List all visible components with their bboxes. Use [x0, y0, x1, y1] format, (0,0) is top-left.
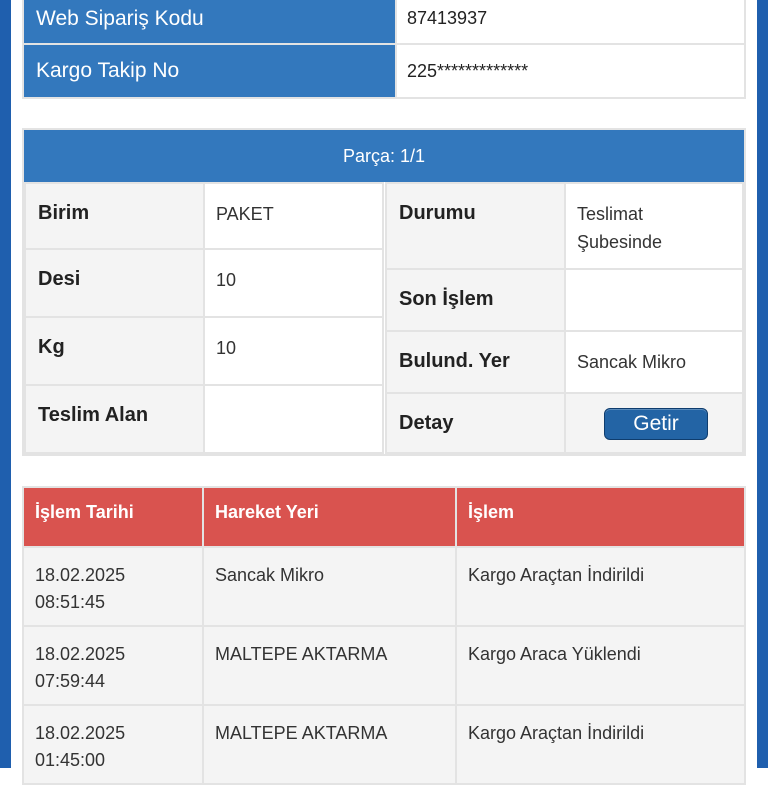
table-row	[23, 626, 745, 705]
birim-value: PAKET	[203, 182, 384, 250]
bulund-yer-label: Bulund. Yer	[385, 330, 566, 394]
son-islem-label: Son İşlem	[385, 268, 566, 332]
kg-value: 10	[203, 316, 384, 386]
bulund-yer-value: Sancak Mikro	[564, 330, 744, 394]
teslim-alan-label: Teslim Alan	[24, 384, 205, 454]
row-date-time	[23, 547, 203, 626]
kg-label: Kg	[24, 316, 205, 386]
order-code-value: 87413937	[396, 0, 745, 44]
birim-label: Birim	[24, 182, 205, 250]
table-row	[23, 547, 745, 626]
tracking-no-value: 225*************	[396, 44, 745, 98]
row-place: Sancak Mikro	[203, 547, 456, 626]
row-date-time	[23, 705, 203, 784]
detay-value-cell	[564, 392, 744, 454]
order-code-label: Web Sipariş Kodu	[23, 0, 396, 44]
shipment-info-table	[22, 0, 746, 99]
durumu-value: Teslimat Şubesinde	[564, 182, 744, 270]
frame-left-border	[0, 0, 11, 768]
detay-label: Detay	[385, 392, 566, 454]
row-place: MALTEPE AKTARMA	[203, 705, 456, 784]
table-row	[23, 705, 745, 784]
teslim-alan-value	[203, 384, 384, 454]
row-time: 08:51:45	[35, 592, 106, 612]
row-date: 18.02.2025	[35, 644, 126, 664]
movements-header-row	[23, 487, 745, 547]
row-action: Kargo Araçtan İndirildi	[456, 547, 745, 626]
header-hareket-yeri: Hareket Yeri	[203, 487, 456, 547]
info-row-order-code	[23, 0, 745, 44]
desi-label: Desi	[24, 248, 205, 318]
header-islem: İşlem	[456, 487, 745, 547]
row-place: MALTEPE AKTARMA	[203, 626, 456, 705]
movements-table	[22, 486, 746, 785]
info-row-tracking-no	[23, 44, 745, 98]
parcel-title: Parça: 1/1	[24, 130, 744, 182]
row-time: 07:59:44	[35, 671, 106, 691]
desi-value: 10	[203, 248, 384, 318]
getir-button[interactable]: Getir	[604, 408, 708, 440]
row-time: 01:45:00	[35, 750, 106, 770]
row-date: 18.02.2025	[35, 565, 126, 585]
header-islem-tarihi: İşlem Tarihi	[23, 487, 203, 547]
durumu-label: Durumu	[385, 182, 566, 270]
row-date: 18.02.2025	[35, 723, 126, 743]
row-date-time	[23, 626, 203, 705]
tracking-no-label: Kargo Takip No	[23, 44, 396, 98]
parcel-details-panel	[22, 128, 746, 456]
son-islem-value	[564, 268, 744, 332]
frame-right-border	[757, 0, 768, 768]
row-action: Kargo Araçtan İndirildi	[456, 705, 745, 784]
row-action: Kargo Araca Yüklendi	[456, 626, 745, 705]
